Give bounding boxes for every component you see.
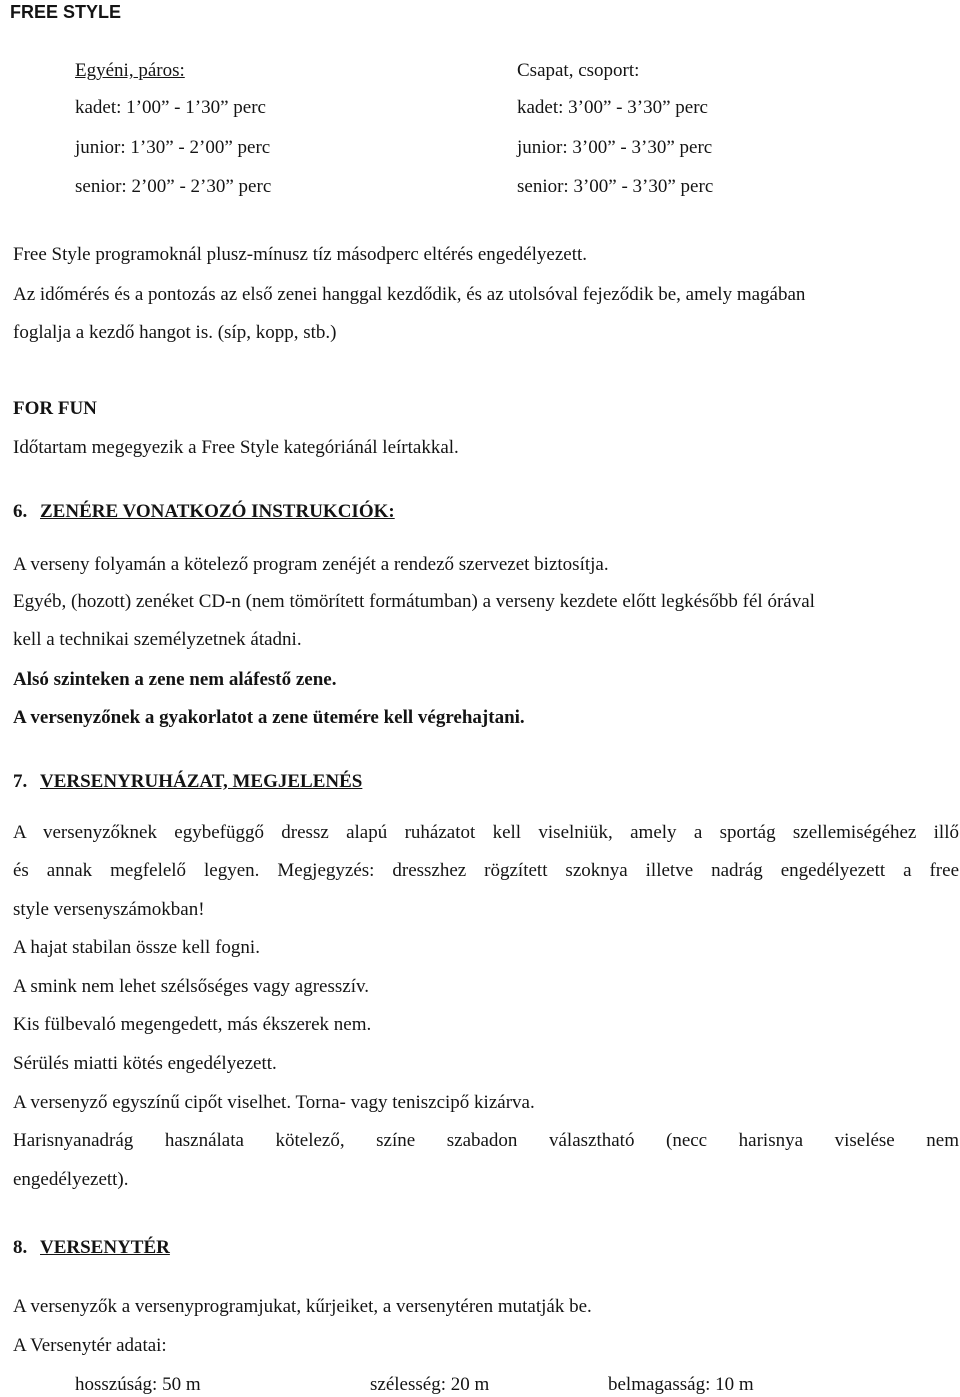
music-lower-levels-note: Alsó szinteken a zene nem aláfestő zene. xyxy=(13,669,337,690)
music-cd-text-line1: Egyéb, (hozott) zenéket CD-n (nem tömörített formátumban) a verseny kezdete előtt legkésőbb fél órával xyxy=(13,591,815,612)
team-senior-time: senior: 3’00” - 3’30” perc xyxy=(517,176,714,197)
clothing-text-line3: style versenyszámokban! xyxy=(13,899,205,920)
clothing-text-line2: és annak megfelelő legyen. Megjegyzés: dresszhez rögzített szoknya illetve nadrág engedélyezett a free xyxy=(13,860,959,881)
section-8-heading xyxy=(13,1237,170,1259)
section-7-title: VERSENYRUHÁZAT, MEGJELENÉS xyxy=(40,771,363,792)
clothing-text-line1: A versenyzőknek egybefüggő dressz alapú ruházatot kell viselniük, amely a sportág szellemiségéhez illő xyxy=(13,822,959,843)
tights-rule-text-line1: Harisnyanadrág használata kötelező, színe szabadon választható (necc harisnya viselése nem xyxy=(13,1130,959,1151)
section-8-title: VERSENYTÉR xyxy=(40,1237,170,1258)
section-7-number: 7. xyxy=(13,771,28,792)
venue-width: szélesség: 20 m xyxy=(370,1374,490,1395)
team-junior-time: junior: 3’00” - 3’30” perc xyxy=(517,137,713,158)
venue-text: A versenyzők a versenyprogramjukat, kűrjeiket, a versenytéren mutatják be. xyxy=(13,1296,592,1317)
makeup-rule-text: A smink nem lehet szélsőséges vagy agresszív. xyxy=(13,976,369,997)
individual-senior-time: senior: 2’00” - 2’30” perc xyxy=(75,176,272,197)
music-rhythm-note: A versenyzőnek a gyakorlatot a zene ütemére kell végrehajtani. xyxy=(13,707,525,728)
for-fun-heading: FOR FUN xyxy=(13,398,97,419)
free-style-timing-text-line2: foglalja a kezdő hangot is. (síp, kopp, stb.) xyxy=(13,322,337,343)
section-8-number: 8. xyxy=(13,1237,28,1258)
team-category-title: Csapat, csoport: xyxy=(517,60,640,81)
bandage-rule-text: Sérülés miatti kötés engedélyezett. xyxy=(13,1053,277,1074)
section-6-heading xyxy=(13,501,395,523)
music-provided-text: A verseny folyamán a kötelező program zenéjét a rendező szervezet biztosítja. xyxy=(13,554,609,575)
section-6-number: 6. xyxy=(13,501,28,522)
music-cd-text-line2: kell a technikai személyzetnek átadni. xyxy=(13,629,302,650)
jewelry-rule-text: Kis fülbevaló megengedett, más ékszerek nem. xyxy=(13,1014,372,1035)
venue-height: belmagasság: 10 m xyxy=(608,1374,754,1395)
tights-rule-text-line2: engedélyezett). xyxy=(13,1169,129,1190)
for-fun-text: Időtartam megegyezik a Free Style kategóriánál leírtakkal. xyxy=(13,437,459,458)
team-kadet-time: kadet: 3’00” - 3’30” perc xyxy=(517,97,708,118)
shoes-rule-text: A versenyző egyszínű cipőt viselhet. Torna- vagy teniszcipő kizárva. xyxy=(13,1092,535,1113)
individual-junior-time: junior: 1’30” - 2’00” perc xyxy=(75,137,271,158)
hair-rule-text: A hajat stabilan össze kell fogni. xyxy=(13,937,260,958)
section-6-title: ZENÉRE VONATKOZÓ INSTRUKCIÓK: xyxy=(40,501,395,522)
free-style-timing-text-line1: Az időmérés és a pontozás az első zenei hanggal kezdődik, és az utolsóval fejeződik be, amely magában xyxy=(13,284,806,305)
section-7-heading xyxy=(13,771,362,793)
free-style-heading: FREE STYLE xyxy=(10,2,122,22)
free-style-tolerance-text: Free Style programoknál plusz-mínusz tíz másodperc eltérés engedélyezett. xyxy=(13,244,588,265)
individual-category-title: Egyéni, páros: xyxy=(75,60,185,81)
venue-length: hosszúság: 50 m xyxy=(75,1374,201,1395)
venue-data-label: A Versenytér adatai: xyxy=(13,1335,167,1356)
individual-kadet-time: kadet: 1’00” - 1’30” perc xyxy=(75,97,266,118)
